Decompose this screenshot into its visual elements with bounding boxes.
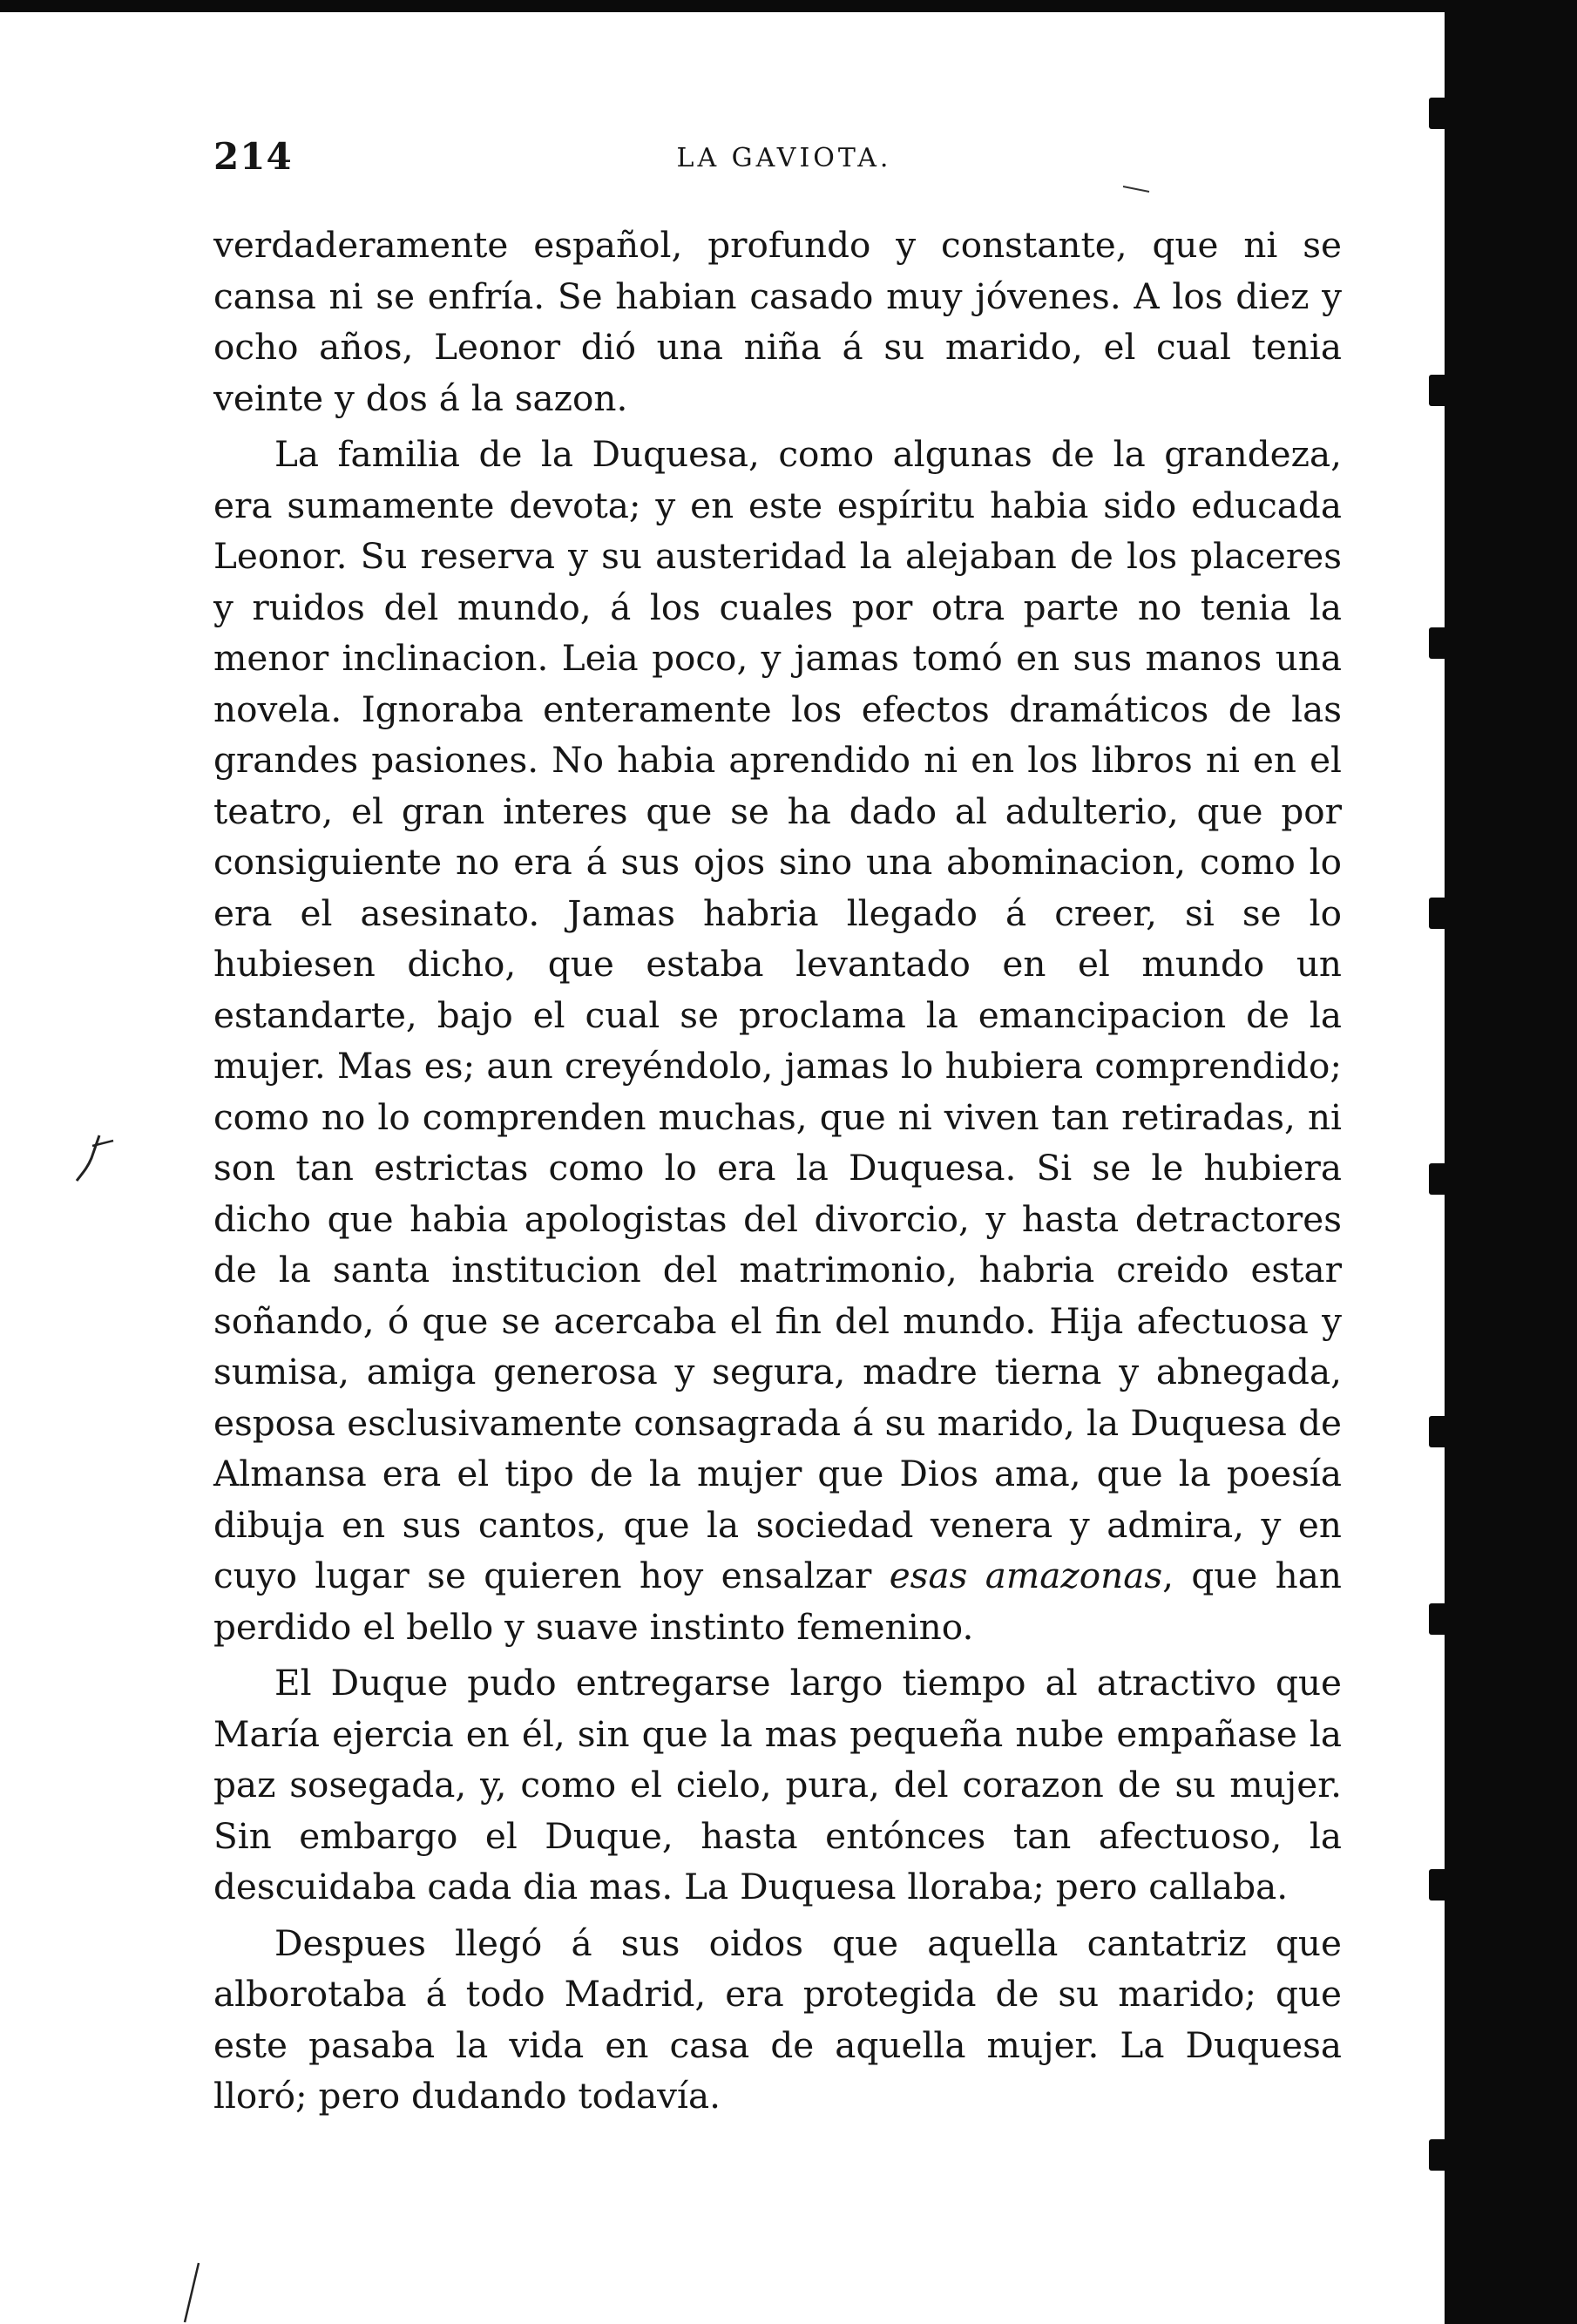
- paragraph-text: Despues llegó á sus oidos que aquella cantatriz que alborotaba á todo Madrid, era protegida de su marido; que este pasaba la vida en casa de aquella mujer. La Duquesa lloró; pero dudando todavía.: [213, 1921, 1342, 2117]
- ink-tick: [1120, 183, 1154, 195]
- page-edge-tab: [1429, 898, 1448, 929]
- paragraph-1: [213, 220, 1342, 423]
- pencil-stroke: [174, 2261, 209, 2324]
- paragraph-2: [213, 429, 1342, 1652]
- paragraph-text-continued: , que han perdido el bello y suave instinto femenino.: [213, 1555, 1342, 1648]
- page-edge-tab: [1429, 627, 1448, 659]
- scan-border-top: [0, 0, 1577, 12]
- page-edge-tab: [1429, 1603, 1448, 1635]
- pencil-mark: [61, 1120, 122, 1189]
- page-edge-tab: [1429, 1163, 1448, 1195]
- paragraph-4: [213, 1918, 1342, 2122]
- page-header: [213, 135, 1355, 187]
- page-edge-tab: [1429, 2139, 1448, 2171]
- page-edge-tab: [1429, 98, 1448, 129]
- paragraph-text: verdaderamente español, profundo y constante, que ni se cansa ni se enfría. Se habian casado muy jóvenes. A los diez y ocho años, Leonor dió una niña á su marido, el cual tenia veinte y dos á la sazon.: [213, 224, 1342, 419]
- page-number: 214: [213, 135, 293, 178]
- scan-border-right: [1445, 0, 1577, 2324]
- page-edge-tab: [1429, 1416, 1448, 1447]
- page-edge-tab: [1429, 1869, 1448, 1901]
- page-edge-tab: [1429, 375, 1448, 406]
- paragraph-3: [213, 1657, 1342, 1913]
- body-text: [213, 220, 1342, 2122]
- paragraph-text: El Duque pudo entregarse largo tiempo al atractivo que María ejercia en él, sin que la mas pequeña nube empañase la paz sosegada, y, como el cielo, pura, del corazon de su mujer. Sin embargo el Duque, hasta entónces tan afectuoso, la descuidaba cada dia mas. La Duquesa lloraba; pero callaba.: [213, 1662, 1342, 1907]
- italic-phrase: esas amazonas: [889, 1555, 1163, 1596]
- running-title: LA GAVIOTA.: [676, 143, 892, 173]
- paragraph-text: La familia de la Duquesa, como algunas de la grandeza, era sumamente devota; y en este espíritu habia sido educada Leonor. Su reserva y su austeridad la alejaban de los placeres y ruidos del mundo, á los cuales por otra parte no tenia la menor inclinacion. Leia poco, y jamas tomó en sus manos una novela. Ignoraba enteramente los efectos dramáticos de las grandes pasiones. No habia aprendido ni en los libros ni en el teatro, el gran interes que se ha dado al adulterio, que por consiguiente no era á sus ojos sino una abominacion, como lo era el asesinato. Jamas habria llegado á creer, si se lo hubiesen dicho, que estaba levantado en el mundo un estandarte, bajo el cual se proclama la emancipacion de la mujer. Mas es; aun creyéndolo, jamas lo hubiera comprendido; como no lo comprenden muchas, que ni viven tan retiradas, ni son tan estrictas como lo era la Duquesa. Si se le hubiera dicho que habia apologistas del divorcio, y hasta detractores de la santa institucion del matrimonio, habria creido estar soñando, ó que se acercaba el fin del mundo. Hija afectuosa y sumisa, amiga generosa y segura, madre tierna y abnegada, esposa esclusivamente consagrada á su marido, la Duquesa de Almansa era el tipo de la mujer que Dios ama, que la poesía dibuja en sus cantos, que la sociedad venera y admira, y en cuyo lugar se quieren hoy ensalzar: [213, 433, 1342, 1596]
